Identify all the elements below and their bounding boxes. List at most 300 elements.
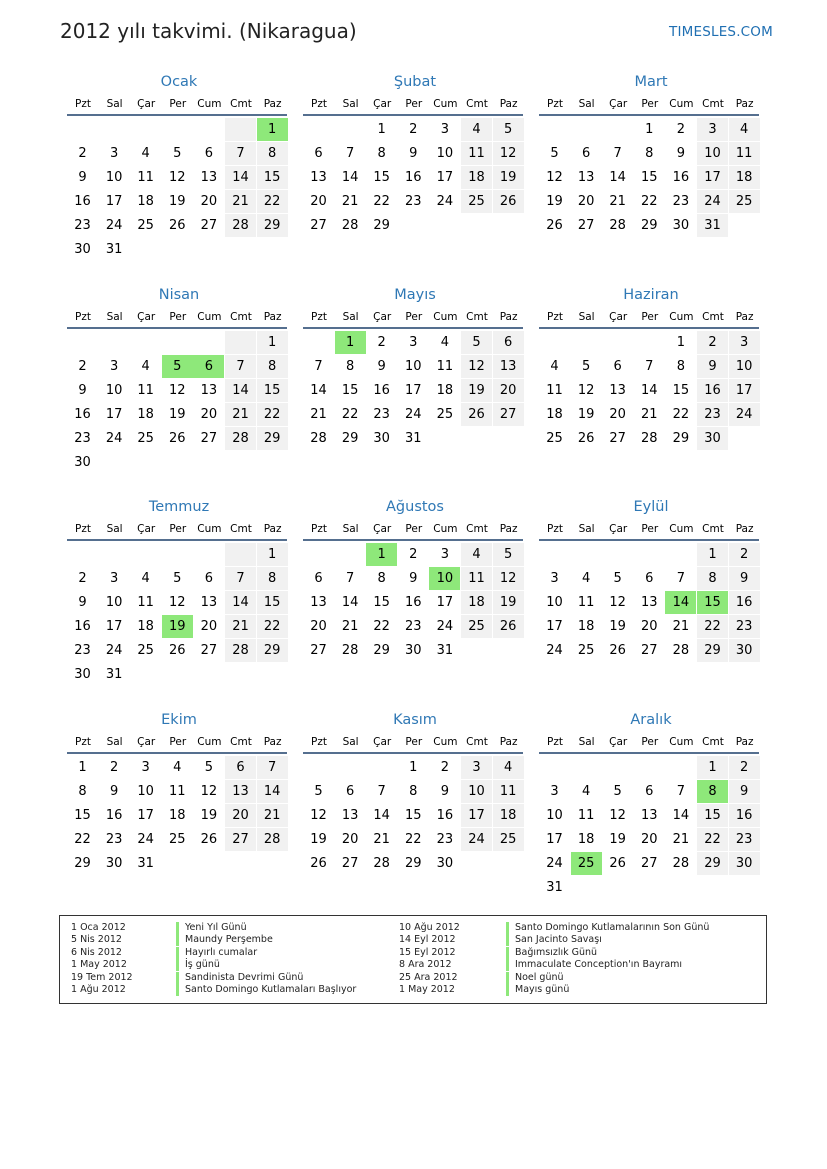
day-cell[interactable]: 28: [225, 427, 256, 450]
day-cell[interactable]: 7: [345, 571, 355, 586]
day-cell[interactable]: 15: [373, 595, 390, 610]
day-cell[interactable]: 24: [546, 856, 563, 871]
day-cell[interactable]: 31: [105, 242, 123, 257]
day-cell[interactable]: 6: [645, 784, 654, 799]
day-cell[interactable]: 15: [74, 808, 91, 823]
day-cell[interactable]: 5: [613, 784, 622, 799]
day-cell[interactable]: 19: [609, 832, 626, 847]
day-cell[interactable]: 28: [341, 643, 359, 658]
day-cell[interactable]: 28: [225, 639, 256, 662]
day-cell[interactable]: 22: [74, 832, 91, 847]
day-cell[interactable]: 18: [461, 166, 492, 189]
day-cell[interactable]: 2: [676, 122, 686, 137]
day-cell[interactable]: 3: [109, 571, 119, 586]
day-cell[interactable]: 12: [493, 142, 524, 165]
day-cell[interactable]: 20: [200, 194, 218, 209]
day-cell[interactable]: 16: [105, 808, 123, 823]
site-link[interactable]: TIMESLES.COM: [669, 24, 773, 40]
day-cell[interactable]: 7: [225, 567, 256, 590]
day-cell[interactable]: 30: [74, 455, 91, 470]
day-cell[interactable]: 2: [729, 756, 760, 779]
day-cell[interactable]: 15: [672, 383, 690, 398]
day-cell[interactable]: 17: [461, 804, 492, 827]
day-cell[interactable]: 23: [697, 403, 728, 426]
day-cell[interactable]: 6: [314, 146, 323, 161]
day-cell[interactable]: 4: [440, 335, 450, 350]
day-cell[interactable]: 1: [377, 122, 386, 137]
day-cell[interactable]: 19: [577, 407, 595, 422]
day-cell[interactable]: 26: [493, 615, 524, 638]
day-cell[interactable]: 23: [405, 619, 422, 634]
day-cell[interactable]: 15: [405, 808, 422, 823]
day-cell[interactable]: 12: [461, 355, 492, 378]
day-cell[interactable]: 29: [697, 852, 728, 875]
day-cell[interactable]: 26: [609, 643, 626, 658]
day-cell[interactable]: 31: [137, 856, 154, 871]
day-cell[interactable]: 31: [546, 880, 563, 895]
day-cell[interactable]: 10: [546, 595, 563, 610]
day-cell[interactable]: 3: [550, 571, 559, 586]
day-cell[interactable]: 27: [577, 218, 595, 233]
day-cell[interactable]: 25: [546, 431, 563, 446]
day-cell[interactable]: 5: [493, 543, 524, 566]
day-cell[interactable]: 22: [341, 407, 359, 422]
day-cell[interactable]: 11: [436, 359, 454, 374]
day-cell[interactable]: 29: [672, 431, 690, 446]
day-cell[interactable]: 25: [137, 431, 154, 446]
day-cell[interactable]: 29: [373, 643, 390, 658]
day-cell[interactable]: 30: [729, 639, 760, 662]
day-cell[interactable]: 11: [493, 780, 524, 803]
day-cell[interactable]: 16: [729, 804, 760, 827]
day-cell[interactable]: 8: [78, 784, 87, 799]
day-cell[interactable]: 27: [310, 218, 327, 233]
day-cell[interactable]: 1: [697, 543, 728, 566]
day-cell[interactable]: 17: [546, 832, 563, 847]
day-cell[interactable]: 23: [436, 832, 454, 847]
day-cell[interactable]: 21: [672, 619, 690, 634]
day-cell[interactable]: 3: [697, 118, 728, 141]
day-cell[interactable]: 31: [697, 214, 728, 237]
day-cell[interactable]: 28: [373, 856, 390, 871]
day-cell[interactable]: 18: [493, 804, 524, 827]
day-cell[interactable]: 6: [581, 146, 591, 161]
day-cell[interactable]: 21: [609, 194, 626, 209]
day-cell[interactable]: 8: [697, 567, 728, 590]
holiday-day-cell[interactable]: 5: [162, 355, 193, 378]
day-cell[interactable]: 27: [493, 403, 524, 426]
day-cell[interactable]: 22: [697, 615, 728, 638]
day-cell[interactable]: 24: [697, 190, 728, 213]
day-cell[interactable]: 25: [729, 190, 760, 213]
day-cell[interactable]: 1: [645, 122, 654, 137]
day-cell[interactable]: 30: [373, 431, 390, 446]
day-cell[interactable]: 12: [609, 808, 626, 823]
day-cell[interactable]: 1: [409, 760, 418, 775]
day-cell[interactable]: 14: [373, 808, 390, 823]
day-cell[interactable]: 17: [105, 619, 123, 634]
day-cell[interactable]: 15: [257, 166, 288, 189]
day-cell[interactable]: 22: [257, 190, 288, 213]
day-cell[interactable]: 17: [405, 383, 422, 398]
day-cell[interactable]: 27: [641, 856, 658, 871]
day-cell[interactable]: 6: [314, 571, 323, 586]
day-cell[interactable]: 20: [609, 407, 626, 422]
day-cell[interactable]: 10: [436, 146, 454, 161]
day-cell[interactable]: 28: [310, 431, 327, 446]
day-cell[interactable]: 3: [141, 760, 150, 775]
day-cell[interactable]: 13: [641, 595, 658, 610]
day-cell[interactable]: 14: [225, 379, 256, 402]
holiday-day-cell[interactable]: 8: [697, 780, 728, 803]
day-cell[interactable]: 12: [577, 383, 595, 398]
day-cell[interactable]: 12: [310, 808, 327, 823]
day-cell[interactable]: 8: [257, 355, 288, 378]
day-cell[interactable]: 20: [310, 619, 327, 634]
day-cell[interactable]: 21: [310, 407, 327, 422]
day-cell[interactable]: 2: [409, 122, 418, 137]
day-cell[interactable]: 20: [493, 379, 524, 402]
day-cell[interactable]: 9: [78, 595, 87, 610]
day-cell[interactable]: 21: [225, 403, 256, 426]
day-cell[interactable]: 21: [341, 619, 359, 634]
day-cell[interactable]: 2: [377, 335, 386, 350]
day-cell[interactable]: 23: [405, 194, 422, 209]
day-cell[interactable]: 3: [729, 331, 760, 354]
day-cell[interactable]: 21: [257, 804, 288, 827]
day-cell[interactable]: 17: [436, 595, 454, 610]
day-cell[interactable]: 3: [409, 335, 418, 350]
day-cell[interactable]: 24: [405, 407, 422, 422]
day-cell[interactable]: 24: [436, 619, 454, 634]
day-cell[interactable]: 27: [609, 431, 626, 446]
day-cell[interactable]: 8: [377, 571, 386, 586]
day-cell[interactable]: 30: [74, 242, 91, 257]
day-cell[interactable]: 8: [257, 567, 288, 590]
day-cell[interactable]: 29: [257, 639, 288, 662]
day-cell[interactable]: 25: [577, 643, 595, 658]
day-cell[interactable]: 20: [577, 194, 595, 209]
day-cell[interactable]: 9: [78, 383, 87, 398]
day-cell[interactable]: 14: [641, 383, 658, 398]
day-cell[interactable]: 11: [461, 142, 492, 165]
day-cell[interactable]: 2: [697, 331, 728, 354]
day-cell[interactable]: 29: [641, 218, 658, 233]
day-cell[interactable]: 19: [310, 832, 327, 847]
day-cell[interactable]: 6: [645, 571, 654, 586]
day-cell[interactable]: 7: [377, 784, 386, 799]
day-cell[interactable]: 13: [493, 355, 524, 378]
day-cell[interactable]: 2: [729, 543, 760, 566]
day-cell[interactable]: 16: [74, 407, 91, 422]
day-cell[interactable]: 25: [493, 828, 524, 851]
day-cell[interactable]: 18: [436, 383, 454, 398]
day-cell[interactable]: 24: [105, 431, 123, 446]
day-cell[interactable]: 24: [105, 643, 123, 658]
day-cell[interactable]: 8: [345, 359, 355, 374]
day-cell[interactable]: 2: [440, 760, 450, 775]
day-cell[interactable]: 14: [225, 591, 256, 614]
day-cell[interactable]: 8: [257, 142, 288, 165]
day-cell[interactable]: 11: [137, 170, 154, 185]
day-cell[interactable]: 16: [436, 808, 454, 823]
day-cell[interactable]: 15: [257, 591, 288, 614]
day-cell[interactable]: 23: [74, 218, 91, 233]
day-cell[interactable]: 23: [105, 832, 123, 847]
day-cell[interactable]: 17: [137, 808, 154, 823]
day-cell[interactable]: 30: [405, 643, 422, 658]
day-cell[interactable]: 13: [641, 808, 658, 823]
day-cell[interactable]: 7: [345, 146, 355, 161]
day-cell[interactable]: 24: [436, 194, 454, 209]
holiday-day-cell[interactable]: 25: [571, 852, 602, 875]
day-cell[interactable]: 20: [641, 832, 658, 847]
day-cell[interactable]: 7: [676, 784, 686, 799]
day-cell[interactable]: 11: [461, 567, 492, 590]
day-cell[interactable]: 5: [173, 146, 182, 161]
day-cell[interactable]: 30: [697, 427, 728, 450]
day-cell[interactable]: 8: [377, 146, 386, 161]
day-cell[interactable]: 19: [546, 194, 563, 209]
day-cell[interactable]: 17: [436, 170, 454, 185]
day-cell[interactable]: 9: [729, 780, 760, 803]
day-cell[interactable]: 26: [310, 856, 327, 871]
day-cell[interactable]: 26: [609, 856, 626, 871]
day-cell[interactable]: 16: [729, 591, 760, 614]
day-cell[interactable]: 21: [373, 832, 390, 847]
day-cell[interactable]: 18: [461, 591, 492, 614]
day-cell[interactable]: 10: [105, 595, 123, 610]
day-cell[interactable]: 21: [225, 190, 256, 213]
day-cell[interactable]: 22: [257, 403, 288, 426]
day-cell[interactable]: 24: [461, 828, 492, 851]
day-cell[interactable]: 22: [373, 619, 390, 634]
day-cell[interactable]: 29: [257, 214, 288, 237]
day-cell[interactable]: 19: [493, 166, 524, 189]
day-cell[interactable]: 25: [461, 190, 492, 213]
day-cell[interactable]: 25: [461, 615, 492, 638]
day-cell[interactable]: 7: [645, 359, 654, 374]
day-cell[interactable]: 15: [697, 804, 728, 827]
day-cell[interactable]: 3: [109, 146, 119, 161]
day-cell[interactable]: 21: [341, 194, 359, 209]
day-cell[interactable]: 31: [436, 643, 454, 658]
day-cell[interactable]: 7: [225, 142, 256, 165]
day-cell[interactable]: 13: [577, 170, 595, 185]
day-cell[interactable]: 12: [169, 170, 186, 185]
day-cell[interactable]: 8: [645, 146, 654, 161]
day-cell[interactable]: 11: [577, 595, 595, 610]
day-cell[interactable]: 23: [74, 643, 91, 658]
day-cell[interactable]: 9: [377, 359, 386, 374]
day-cell[interactable]: 21: [672, 832, 690, 847]
holiday-day-cell[interactable]: 6: [193, 355, 224, 378]
day-cell[interactable]: 10: [137, 784, 154, 799]
day-cell[interactable]: 25: [137, 218, 154, 233]
day-cell[interactable]: 24: [729, 403, 760, 426]
day-cell[interactable]: 14: [310, 383, 327, 398]
day-cell[interactable]: 22: [405, 832, 422, 847]
day-cell[interactable]: 15: [341, 383, 359, 398]
day-cell[interactable]: 31: [105, 667, 123, 682]
holiday-day-cell[interactable]: 1: [366, 543, 397, 566]
day-cell[interactable]: 26: [169, 218, 186, 233]
day-cell[interactable]: 1: [257, 543, 288, 566]
day-cell[interactable]: 23: [729, 828, 760, 851]
day-cell[interactable]: 1: [78, 760, 87, 775]
day-cell[interactable]: 26: [169, 431, 186, 446]
day-cell[interactable]: 2: [78, 571, 87, 586]
day-cell[interactable]: 13: [609, 383, 626, 398]
day-cell[interactable]: 4: [141, 571, 150, 586]
day-cell[interactable]: 17: [105, 194, 123, 209]
day-cell[interactable]: 14: [225, 166, 256, 189]
day-cell[interactable]: 18: [546, 407, 563, 422]
day-cell[interactable]: 5: [314, 784, 323, 799]
day-cell[interactable]: 19: [200, 808, 218, 823]
day-cell[interactable]: 11: [546, 383, 563, 398]
day-cell[interactable]: 4: [581, 784, 591, 799]
day-cell[interactable]: 19: [169, 194, 186, 209]
day-cell[interactable]: 6: [225, 756, 256, 779]
day-cell[interactable]: 12: [200, 784, 218, 799]
holiday-day-cell[interactable]: 1: [335, 331, 366, 354]
day-cell[interactable]: 15: [373, 170, 390, 185]
day-cell[interactable]: 18: [169, 808, 186, 823]
day-cell[interactable]: 16: [74, 619, 91, 634]
day-cell[interactable]: 10: [697, 142, 728, 165]
day-cell[interactable]: 20: [200, 407, 218, 422]
day-cell[interactable]: 2: [78, 146, 87, 161]
day-cell[interactable]: 7: [257, 756, 288, 779]
holiday-day-cell[interactable]: 14: [665, 591, 696, 614]
day-cell[interactable]: 25: [137, 643, 154, 658]
day-cell[interactable]: 16: [74, 194, 91, 209]
day-cell[interactable]: 27: [200, 643, 218, 658]
day-cell[interactable]: 19: [493, 591, 524, 614]
day-cell[interactable]: 13: [310, 170, 327, 185]
day-cell[interactable]: 12: [169, 595, 186, 610]
holiday-day-cell[interactable]: 19: [162, 615, 193, 638]
day-cell[interactable]: 24: [546, 643, 563, 658]
day-cell[interactable]: 19: [461, 379, 492, 402]
day-cell[interactable]: 16: [405, 170, 422, 185]
day-cell[interactable]: 13: [310, 595, 327, 610]
day-cell[interactable]: 16: [672, 170, 690, 185]
day-cell[interactable]: 5: [581, 359, 591, 374]
day-cell[interactable]: 29: [341, 431, 359, 446]
day-cell[interactable]: 28: [641, 431, 658, 446]
day-cell[interactable]: 8: [676, 359, 686, 374]
day-cell[interactable]: 29: [74, 856, 91, 871]
day-cell[interactable]: 3: [109, 359, 119, 374]
day-cell[interactable]: 3: [440, 122, 450, 137]
day-cell[interactable]: 10: [461, 780, 492, 803]
day-cell[interactable]: 18: [137, 194, 154, 209]
day-cell[interactable]: 25: [169, 832, 186, 847]
day-cell[interactable]: 25: [436, 407, 454, 422]
day-cell[interactable]: 28: [257, 828, 288, 851]
day-cell[interactable]: 18: [137, 619, 154, 634]
day-cell[interactable]: 10: [105, 383, 123, 398]
day-cell[interactable]: 30: [729, 852, 760, 875]
day-cell[interactable]: 9: [109, 784, 119, 799]
day-cell[interactable]: 7: [613, 146, 622, 161]
day-cell[interactable]: 7: [676, 571, 686, 586]
holiday-day-cell[interactable]: 10: [429, 567, 460, 590]
day-cell[interactable]: 6: [345, 784, 355, 799]
day-cell[interactable]: 11: [729, 142, 760, 165]
day-cell[interactable]: 10: [405, 359, 422, 374]
day-cell[interactable]: 28: [225, 214, 256, 237]
day-cell[interactable]: 16: [373, 383, 390, 398]
day-cell[interactable]: 22: [697, 828, 728, 851]
day-cell[interactable]: 29: [257, 427, 288, 450]
day-cell[interactable]: 19: [609, 619, 626, 634]
day-cell[interactable]: 30: [105, 856, 123, 871]
day-cell[interactable]: 13: [341, 808, 359, 823]
day-cell[interactable]: 27: [225, 828, 256, 851]
day-cell[interactable]: 22: [257, 615, 288, 638]
day-cell[interactable]: 16: [697, 379, 728, 402]
day-cell[interactable]: 5: [613, 571, 622, 586]
holiday-day-cell[interactable]: 15: [697, 591, 728, 614]
day-cell[interactable]: 13: [225, 780, 256, 803]
day-cell[interactable]: 20: [341, 832, 359, 847]
day-cell[interactable]: 15: [257, 379, 288, 402]
day-cell[interactable]: 23: [373, 407, 390, 422]
day-cell[interactable]: 27: [200, 431, 218, 446]
day-cell[interactable]: 2: [109, 760, 119, 775]
day-cell[interactable]: 17: [105, 407, 123, 422]
day-cell[interactable]: 30: [672, 218, 690, 233]
day-cell[interactable]: 21: [225, 615, 256, 638]
day-cell[interactable]: 18: [137, 407, 154, 422]
day-cell[interactable]: 26: [493, 190, 524, 213]
day-cell[interactable]: 3: [550, 784, 559, 799]
day-cell[interactable]: 14: [672, 808, 690, 823]
day-cell[interactable]: 3: [461, 756, 492, 779]
day-cell[interactable]: 16: [405, 595, 422, 610]
day-cell[interactable]: 28: [609, 218, 626, 233]
day-cell[interactable]: 17: [729, 379, 760, 402]
day-cell[interactable]: 10: [546, 808, 563, 823]
day-cell[interactable]: 17: [546, 619, 563, 634]
day-cell[interactable]: 18: [577, 619, 595, 634]
day-cell[interactable]: 9: [440, 784, 450, 799]
day-cell[interactable]: 22: [641, 194, 658, 209]
day-cell[interactable]: 14: [341, 595, 359, 610]
day-cell[interactable]: 30: [436, 856, 454, 871]
day-cell[interactable]: 2: [78, 359, 87, 374]
day-cell[interactable]: 4: [493, 756, 524, 779]
day-cell[interactable]: 22: [672, 407, 690, 422]
day-cell[interactable]: 26: [577, 431, 595, 446]
day-cell[interactable]: 6: [613, 359, 622, 374]
day-cell[interactable]: 4: [581, 571, 591, 586]
day-cell[interactable]: 13: [200, 170, 218, 185]
day-cell[interactable]: 2: [409, 547, 418, 562]
day-cell[interactable]: 5: [461, 331, 492, 354]
day-cell[interactable]: 9: [676, 146, 686, 161]
day-cell[interactable]: 20: [225, 804, 256, 827]
day-cell[interactable]: 20: [200, 619, 218, 634]
day-cell[interactable]: 6: [204, 146, 214, 161]
day-cell[interactable]: 12: [609, 595, 626, 610]
day-cell[interactable]: 7: [314, 359, 323, 374]
day-cell[interactable]: 11: [577, 808, 595, 823]
day-cell[interactable]: 27: [310, 643, 327, 658]
